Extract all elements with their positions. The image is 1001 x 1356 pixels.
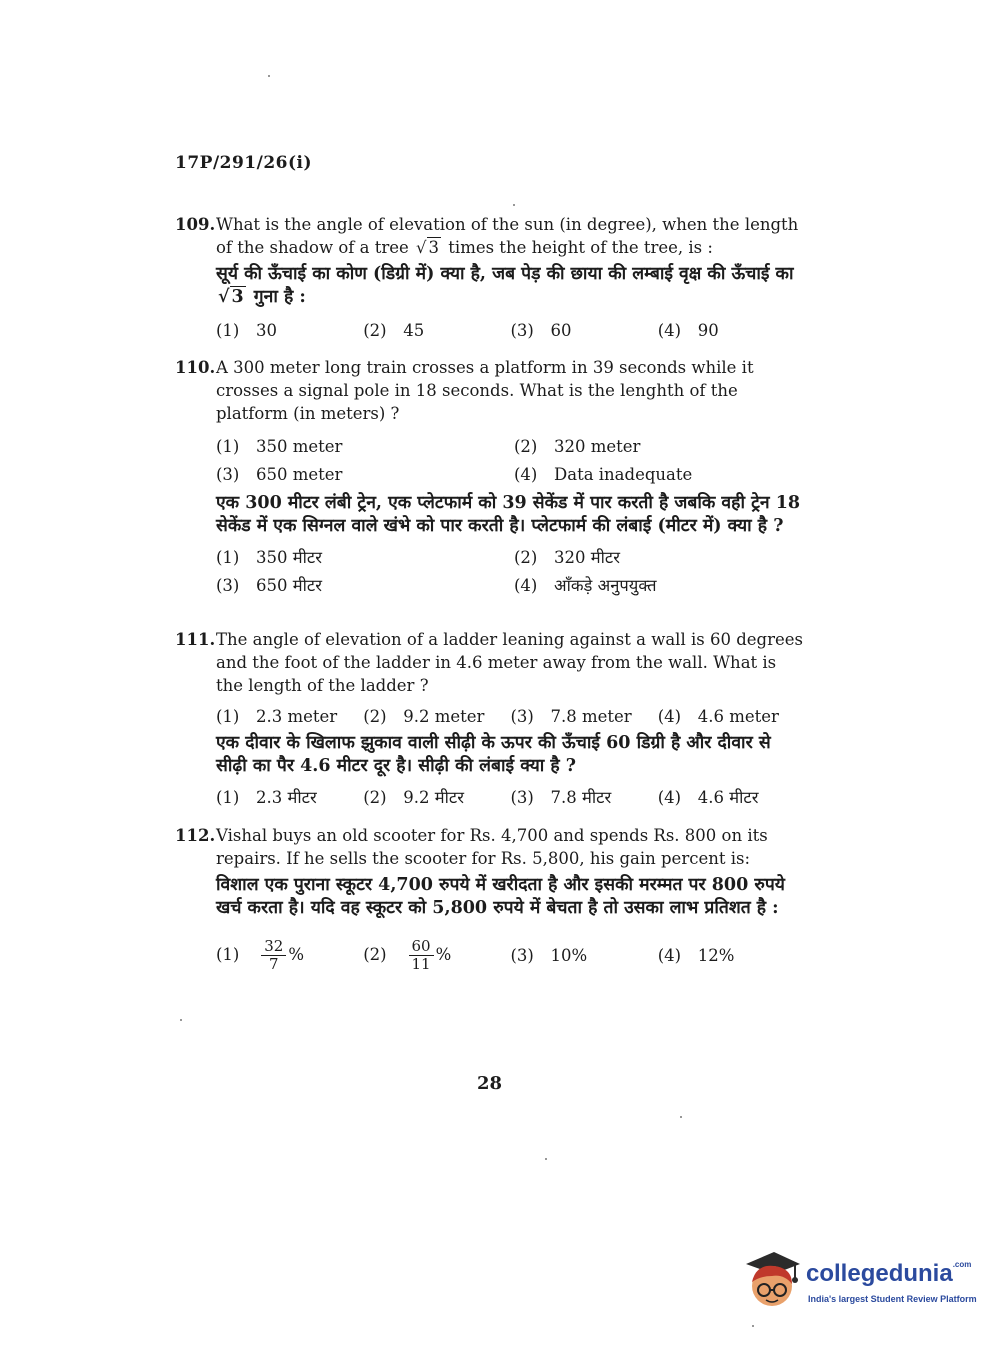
option-number: (2) (363, 321, 387, 340)
collegedunia-logo (740, 1250, 977, 1310)
text-part: गुना है : (253, 287, 306, 307)
fraction (261, 938, 286, 973)
option-1 (216, 705, 363, 728)
question-109 (175, 213, 805, 342)
option-number: (1) (216, 788, 240, 807)
scan-speck (752, 1325, 754, 1327)
brand-name (806, 1260, 971, 1288)
option-number: (4) (514, 576, 538, 595)
option-number: (3) (510, 788, 534, 807)
sqrt-symbol: √ 3 (218, 287, 244, 307)
question-text-en: The angle of elevation of a ladder leaning against a wall is 60 degrees and the foot of the ladder in 4.6 meter away from the wall. What is the length of the ladder ? (216, 630, 803, 695)
option-4 (658, 944, 805, 967)
option-number: (2) (514, 437, 538, 456)
option-3 (511, 786, 658, 809)
text-part: सूर्य की ऊँचाई का कोण (डिग्री में) क्या है, जब पेड़ की छाया की लम्बाई वृक्ष की ऊँचाई का (216, 264, 794, 284)
scan-speck (180, 1019, 182, 1021)
option-text: 60 (550, 321, 572, 340)
option-number: (2) (363, 945, 387, 964)
option-2 (363, 786, 510, 809)
question-text-hi: विशाल एक पुराना स्कूटर 4,700 रुपये में खरीदता है और इसकी मरम्मत पर 800 रुपये खर्च करता है। यदि वह स्कूटर को 5,800 रुपये में बेचता है तो उसका लाभ प्रतिशत है : (216, 875, 785, 918)
option-number: (1) (216, 437, 240, 456)
option-1 (216, 546, 514, 569)
fraction (409, 938, 434, 973)
option-text: 7.8 meter (550, 707, 632, 726)
options-row (216, 938, 805, 973)
question-number: 111. (175, 630, 216, 649)
scan-speck (513, 204, 515, 206)
option-number: (3) (216, 465, 240, 484)
option-text: 9.2 मीटर (403, 788, 464, 807)
option-4 (658, 319, 805, 342)
text-part: What is the angle of elevation of the sun (in degree), when the length of the shadow of a tree (216, 215, 799, 257)
option-text: 30 (256, 321, 277, 340)
question-text-hi: एक 300 मीटर लंबी ट्रेन, एक प्लेटफार्म को 39 सेकेंड में पार करती है जबकि वही ट्रेन 18 सेकेंड में एक सिग्नल वाले खंभे को पार करती है। प्लेटफार्म की लंबाई (मीटर में) क्या है ? (216, 493, 801, 536)
question-text-hi (216, 263, 805, 309)
option-number: (4) (657, 321, 682, 340)
option-number: (1) (216, 548, 240, 567)
option-number: (1) (216, 945, 240, 964)
option-1 (216, 786, 363, 809)
option-number: (4) (657, 707, 682, 726)
scan-speck (680, 1116, 682, 1118)
paper-code: 17P/291/26(i) (175, 153, 313, 173)
question-111 (175, 628, 805, 809)
option-number: (4) (657, 788, 682, 807)
option-2 (514, 546, 814, 569)
brand-tagline: India's largest Student Review Platform (808, 1294, 977, 1304)
option-text: 2.3 मीटर (256, 788, 317, 807)
question-112 (175, 824, 805, 973)
options-row (216, 319, 805, 342)
denominator: 11 (411, 955, 431, 973)
option-1 (216, 319, 363, 342)
option-text: 7.8 मीटर (550, 788, 612, 807)
option-3 (511, 319, 658, 342)
denominator: 7 (269, 955, 279, 973)
option-text: 320 meter (554, 437, 641, 456)
option-text: 350 meter (256, 437, 343, 456)
option-text: 12% (697, 946, 735, 965)
option-3 (216, 463, 514, 486)
options-hi (216, 786, 805, 809)
question-110 (175, 356, 805, 603)
text-part: times the height of the tree, is : (448, 238, 713, 257)
question-text-en (216, 213, 805, 259)
numerator: 60 (409, 938, 434, 956)
option-number: (2) (514, 548, 538, 567)
option-number: (3) (510, 946, 534, 965)
option-number: (3) (510, 321, 534, 340)
option-3 (216, 574, 514, 597)
sqrt-symbol: √ 3 (416, 238, 440, 257)
question-text-en: A 300 meter long train crosses a platform in 39 seconds while it crosses a signal pole in 18 seconds. What is the lenghth of the platform (in meters) ? (216, 358, 754, 423)
option-1 (216, 435, 514, 458)
option-number: (1) (216, 707, 240, 726)
question-text-hi: एक दीवार के खिलाफ झुकाव वाली सीढ़ी के ऊपर की ऊँचाई 60 डिग्री है और दीवार से सीढ़ी का पैर 4.6 मीटर दूर है। सीढ़ी की लंबाई क्या है ? (216, 733, 771, 776)
page-number: 28 (477, 1073, 503, 1094)
question-number: 110. (175, 358, 216, 377)
option-3 (511, 944, 658, 967)
scan-speck (545, 1158, 547, 1160)
option-2 (514, 435, 814, 458)
option-text: 45 (403, 321, 425, 340)
brand-mark: .com (952, 1260, 972, 1269)
option-number: (4) (657, 946, 682, 965)
option-text: 2.3 meter (256, 707, 338, 726)
option-text: 10% (550, 946, 588, 965)
options-en (216, 435, 805, 486)
options-hi (216, 546, 805, 597)
option-text: आँकड़े अनुपयुक्त (554, 576, 657, 595)
percent-sign: % (435, 945, 452, 964)
option-4 (658, 705, 805, 728)
option-4 (514, 463, 814, 486)
option-number: (4) (514, 465, 538, 484)
question-number: 109. (175, 215, 216, 234)
option-3 (511, 705, 658, 728)
percent-sign: % (288, 945, 305, 964)
numerator: 32 (261, 938, 286, 956)
option-text: 350 मीटर (256, 548, 322, 567)
option-number: (2) (363, 788, 387, 807)
options-en (216, 705, 805, 728)
radicand: 3 (231, 287, 244, 307)
question-number: 112. (175, 826, 216, 845)
scan-speck (268, 75, 270, 77)
option-4 (658, 786, 805, 809)
option-2 (363, 938, 510, 973)
option-text: 650 meter (256, 465, 343, 484)
option-number: (1) (216, 321, 240, 340)
option-text: 4.6 meter (697, 707, 779, 726)
mascot-icon (740, 1250, 802, 1310)
option-text: 9.2 meter (403, 707, 485, 726)
brand-text: collegedunia (806, 1260, 953, 1287)
option-text: 320 मीटर (554, 548, 620, 567)
option-text: 90 (697, 321, 719, 340)
radicand: 3 (428, 238, 440, 257)
option-text: 650 मीटर (256, 576, 322, 595)
option-4 (514, 574, 814, 597)
option-1 (216, 938, 363, 973)
option-number: (3) (510, 707, 534, 726)
option-text: Data inadequate (554, 465, 693, 484)
question-text-en: Vishal buys an old scooter for Rs. 4,700 and spends Rs. 800 on its repairs. If he sells the scooter for Rs. 5,800, his gain percent is: (216, 826, 768, 868)
option-number: (3) (216, 576, 240, 595)
option-text: 4.6 मीटर (697, 788, 759, 807)
option-2 (363, 705, 510, 728)
option-number: (2) (363, 707, 387, 726)
option-2 (363, 319, 510, 342)
